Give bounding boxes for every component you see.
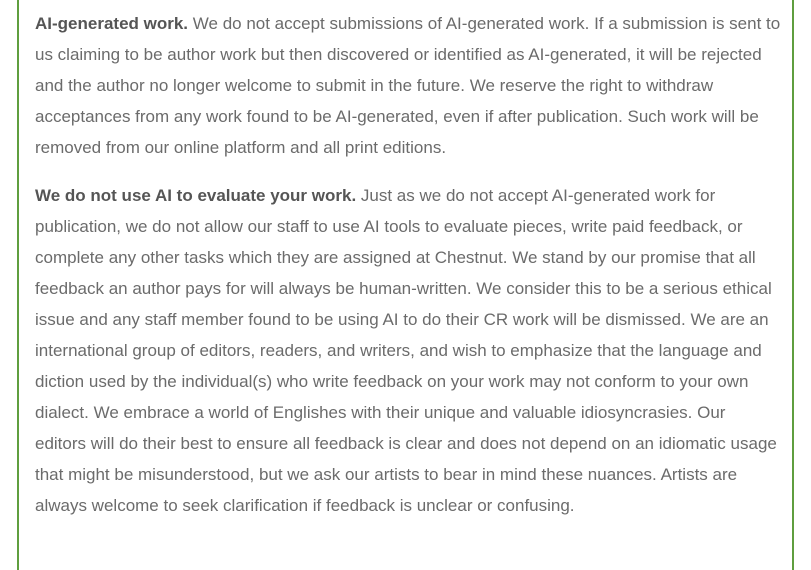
policy-box <box>17 0 794 570</box>
policy-content <box>35 8 781 538</box>
policy-paragraph-ai-evaluation <box>35 180 781 521</box>
policy-heading-ai-generated-work: AI-generated work. <box>35 14 189 33</box>
policy-body-ai-generated-work: We do not accept submissions of AI-generated work. If a submission is sent to us claiming to be author work but then discovered or identified as AI-generated, it will be rejected and the author no longer welcome to submit in the future. We reserve the right to withdraw acceptances from any work found to be AI-generated, even if after publication. Such work will be removed from our online platform and all print editions. <box>35 14 781 157</box>
policy-body-ai-evaluation: Just as we do not accept AI-generated work for publication, we do not allow our staff to use AI tools to evaluate pieces, write paid feedback, or complete any other tasks which they are assigned at Chestnut. We stand by our promise that all feedback an author pays for will always be human-written. We consider this to be a serious ethical issue and any staff member found to be using AI to do their CR work will be dismissed. We are an international group of editors, readers, and writers, and wish to emphasize that the language and diction used by the individual(s) who write feedback on your work may not conform to your own dialect. We embrace a world of Englishes with their unique and valuable idiosyncrasies. Our editors will do their best to ensure all feedback is clear and does not depend on an idiomatic usage that might be misunderstood, but we ask our artists to bear in mind these nuances. Artists are always welcome to seek clarification if feedback is unclear or confusing. <box>35 186 777 515</box>
policy-heading-ai-evaluation: We do not use AI to evaluate your work. <box>35 186 357 205</box>
policy-paragraph-ai-generated-work <box>35 8 781 163</box>
